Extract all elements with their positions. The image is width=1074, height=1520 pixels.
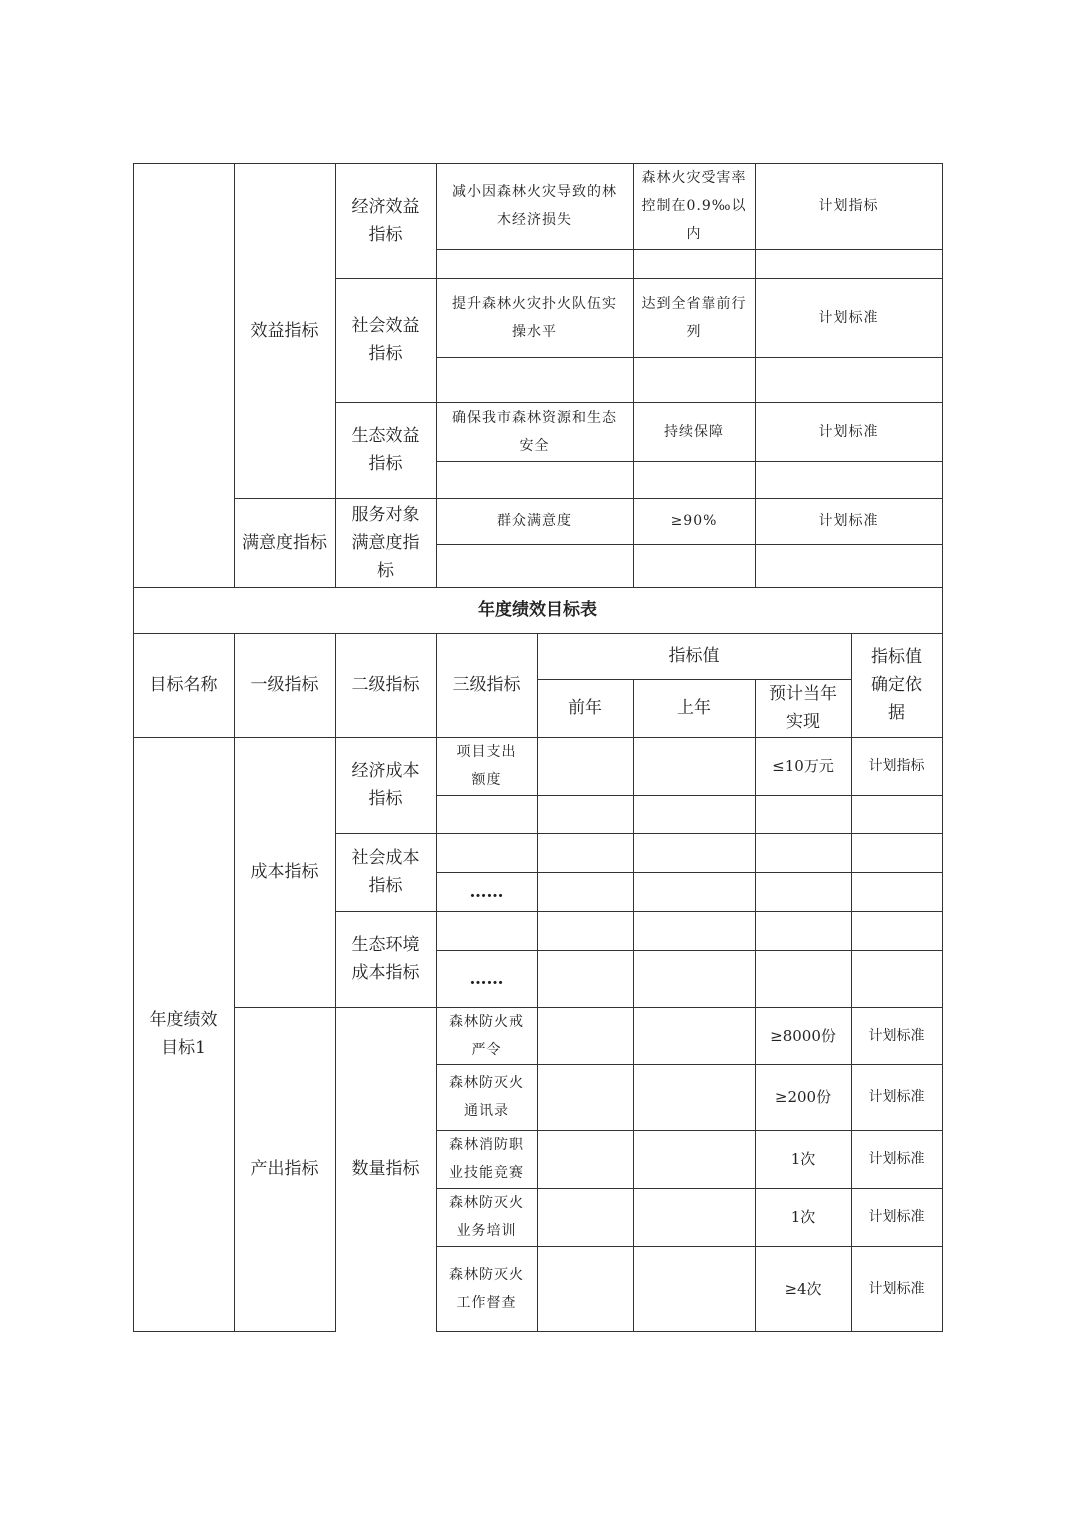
- grid-line: [436, 249, 943, 250]
- grid-line: [537, 679, 851, 680]
- grid-line: [436, 357, 943, 358]
- social-benefit-item: 提升森林火灾扑火队伍实操水平: [452, 295, 617, 340]
- grid-line: [436, 1130, 943, 1131]
- econ-benefit-basis: 计划指标: [818, 198, 879, 214]
- satisfaction-level1: 满意度指标: [242, 532, 327, 553]
- grid-line: [335, 633, 336, 1332]
- grid-line: [755, 679, 756, 1332]
- output-row-item: 森林防灭火业务培训: [449, 1195, 524, 1239]
- output-row-item: 森林防火戒严令: [449, 1013, 524, 1058]
- grid-line: [633, 163, 634, 588]
- output-level2: 数量指标: [351, 1159, 420, 1179]
- grid-line: [133, 633, 943, 634]
- social-benefit-label: 社会效益指标: [351, 316, 420, 364]
- header-indicator-value: 指标值: [668, 646, 720, 666]
- cost-eco-label: 生态环境成本指标: [351, 935, 420, 983]
- grid-line: [234, 633, 235, 1332]
- grid-line: [942, 163, 943, 1332]
- eco-benefit-basis: 计划标准: [818, 423, 879, 440]
- output-row-value: 1次: [790, 1208, 816, 1226]
- output-row-item: 森林防灭火通讯录: [449, 1075, 524, 1119]
- grid-line: [436, 633, 437, 1332]
- grid-line: [436, 461, 943, 462]
- service-sat-basis: 计划标准: [818, 513, 879, 529]
- output-row-value: ≥4次: [784, 1279, 822, 1298]
- econ-benefit-label: 经济效益指标: [351, 196, 420, 245]
- grid-line: [436, 1331, 943, 1332]
- cost-econ-value: ≤10万元: [772, 757, 834, 775]
- cost-econ-label: 经济成本指标: [351, 761, 420, 809]
- service-sat-label: 服务对象满意度指标: [351, 504, 420, 581]
- grid-line: [133, 737, 943, 738]
- benefit-level1: 效益指标: [250, 320, 319, 341]
- output-row-basis: 计划标准: [868, 1027, 925, 1044]
- grid-line: [436, 795, 943, 796]
- header-prev-year: 前年: [568, 698, 602, 718]
- output-row-basis: 计划标准: [868, 1280, 925, 1297]
- output-row-basis: 计划标准: [868, 1209, 925, 1225]
- grid-line: [436, 872, 943, 873]
- eco-benefit-item: 确保我市森林资源和生态安全: [452, 409, 617, 454]
- header-level3: 三级指标: [452, 675, 521, 695]
- cost-social-label: 社会成本指标: [351, 848, 420, 896]
- service-sat-value: ≥90%: [670, 513, 718, 529]
- header-basis: 指标值确定依据: [871, 647, 922, 723]
- cost-econ-item: 项目支出额度: [456, 744, 517, 788]
- grid-line: [436, 163, 437, 588]
- cost-social-ellipsis: ……: [469, 881, 504, 902]
- output-level1: 产出指标: [250, 1159, 319, 1179]
- output-row-basis: 计划标准: [868, 1089, 925, 1105]
- header-goal-name: 目标名称: [149, 675, 218, 695]
- output-row-item: 森林防灭火工作督查: [449, 1266, 524, 1311]
- goal-name: 年度绩效目标1: [149, 1010, 218, 1058]
- table-title: 年度绩效目标表: [478, 600, 597, 620]
- header-level1: 一级指标: [250, 675, 319, 695]
- output-row-item: 森林消防职业技能竞赛: [449, 1137, 524, 1181]
- grid-line: [755, 163, 756, 588]
- econ-benefit-value: 森林火灾受害率控制在0.9‰以内: [641, 170, 747, 242]
- grid-line: [133, 163, 134, 588]
- grid-line: [436, 1188, 943, 1189]
- econ-benefit-item: 减小因森林火灾导致的林木经济损失: [452, 184, 617, 228]
- cost-level1: 成本指标: [250, 862, 319, 882]
- eco-benefit-value: 持续保障: [664, 423, 724, 440]
- grid-line: [436, 544, 943, 545]
- cost-econ-basis: 计划指标: [868, 758, 925, 774]
- grid-line: [335, 163, 336, 588]
- grid-line: [234, 163, 235, 588]
- grid-line: [436, 1246, 943, 1247]
- header-expected: 预计当年实现: [769, 684, 837, 732]
- social-benefit-basis: 计划标准: [818, 309, 879, 326]
- grid-line: [537, 633, 538, 1332]
- output-row-value: ≥200份: [774, 1088, 832, 1106]
- output-row-value: ≥8000份: [770, 1026, 836, 1045]
- social-benefit-value: 达到全省靠前行列: [641, 295, 747, 340]
- grid-line: [436, 1064, 943, 1065]
- grid-line: [436, 950, 943, 951]
- cost-eco-ellipsis: ……: [469, 968, 504, 989]
- grid-line: [133, 587, 134, 1332]
- grid-line: [633, 679, 634, 1332]
- eco-benefit-label: 生态效益指标: [351, 426, 420, 474]
- output-row-value: 1次: [790, 1150, 816, 1168]
- grid-line: [234, 1007, 943, 1008]
- output-row-basis: 计划标准: [868, 1151, 925, 1167]
- grid-line: [335, 278, 943, 279]
- header-last-year: 上年: [677, 698, 711, 718]
- header-level2: 二级指标: [351, 675, 420, 695]
- service-sat-item: 群众满意度: [497, 513, 572, 529]
- grid-line: [851, 633, 852, 1332]
- grid-line: [133, 163, 943, 164]
- grid-line: [335, 402, 943, 403]
- grid-line: [234, 498, 943, 499]
- grid-line: [133, 587, 943, 588]
